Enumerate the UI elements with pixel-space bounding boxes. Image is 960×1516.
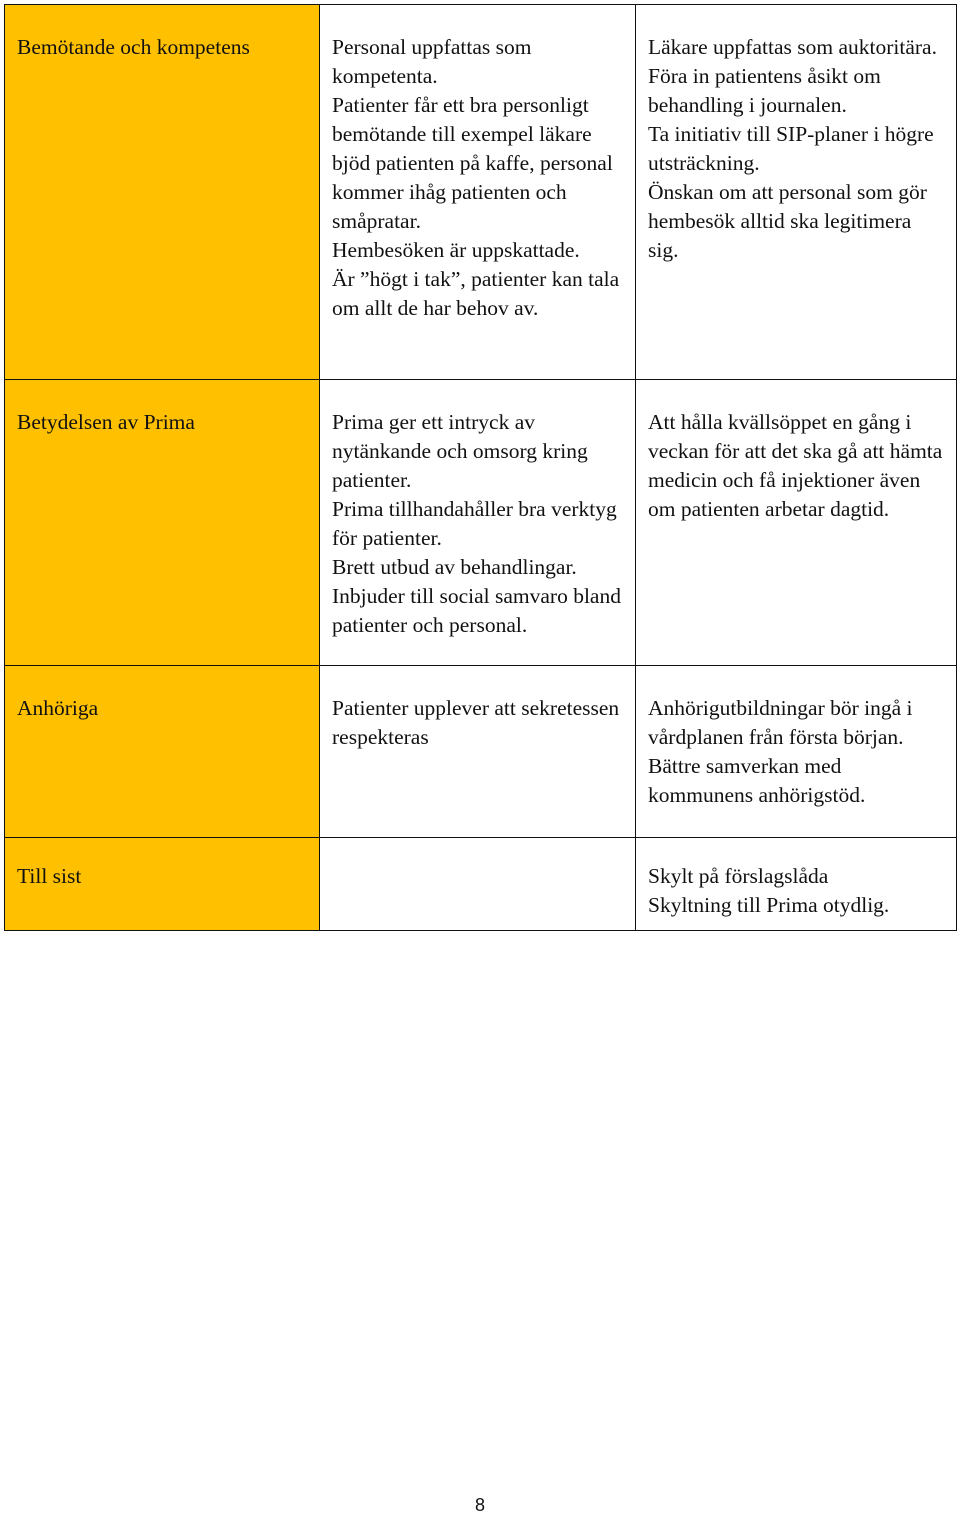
experience-item: Inbjuder till social samvaro bland patienter och personal. (332, 584, 621, 637)
improvement-item: Anhörigutbildningar bör ingå i vårdplanen från första början. (648, 696, 913, 749)
improvement-item: Skyltning till Prima otydlig. (648, 893, 890, 917)
summary-table (4, 4, 957, 931)
experience-item: Patienter får ett bra personligt bemötande till exempel läkare bjöd patienten på kaffe, personal kommer ihåg patienten och småpratar. (332, 93, 613, 233)
experience-item: Prima ger ett intryck av nytänkande och omsorg kring patienter. (332, 410, 588, 492)
improvements-cell (636, 5, 957, 380)
topic-cell (5, 666, 320, 838)
experiences-cell (320, 838, 636, 931)
table-row (5, 380, 957, 666)
improvement-item: Att hålla kvällsöppet en gång i veckan för att det ska gå att hämta medicin och få injektioner även om patienten arbetar dagtid. (648, 410, 943, 521)
topic-cell (5, 838, 320, 931)
topic-cell (5, 380, 320, 666)
improvement-item: Bättre samverkan med kommunens anhörigstöd. (648, 754, 866, 807)
experience-item: Brett utbud av behandlingar. (332, 555, 577, 579)
experiences-cell (320, 666, 636, 838)
experience-item: Prima tillhandahåller bra verktyg för patienter. (332, 497, 617, 550)
experiences-cell (320, 5, 636, 380)
improvement-item: Skylt på förslagslåda (648, 864, 829, 888)
improvement-item: Ta initiativ till SIP-planer i högre utsträckning. (648, 122, 934, 175)
topic-cell (5, 5, 320, 380)
table-row (5, 5, 957, 380)
improvement-item: Föra in patientens åsikt om behandling i journalen. (648, 64, 881, 117)
topic-label: Betydelsen av Prima (17, 410, 195, 434)
improvements-cell (636, 838, 957, 931)
improvement-item: Läkare uppfattas som auktoritära. (648, 35, 937, 59)
improvements-cell (636, 380, 957, 666)
improvement-item: Önskan om att personal som gör hembesök alltid ska legitimera sig. (648, 180, 927, 262)
topic-label: Anhöriga (17, 696, 99, 720)
improvements-cell (636, 666, 957, 838)
topic-label: Bemötande och kompetens (17, 35, 250, 59)
page-number: 8 (474, 1495, 485, 1515)
experience-item: Personal uppfattas som kompetenta. (332, 35, 532, 88)
experience-item: Patienter upplever att sekretessen respekteras (332, 696, 620, 749)
table-row (5, 838, 957, 931)
experiences-cell (320, 380, 636, 666)
experience-item: Hembesöken är uppskattade. (332, 238, 580, 262)
table-row (5, 666, 957, 838)
topic-label: Till sist (17, 864, 82, 888)
experience-item: Är ”högt i tak”, patienter kan tala om allt de har behov av. (332, 267, 620, 320)
